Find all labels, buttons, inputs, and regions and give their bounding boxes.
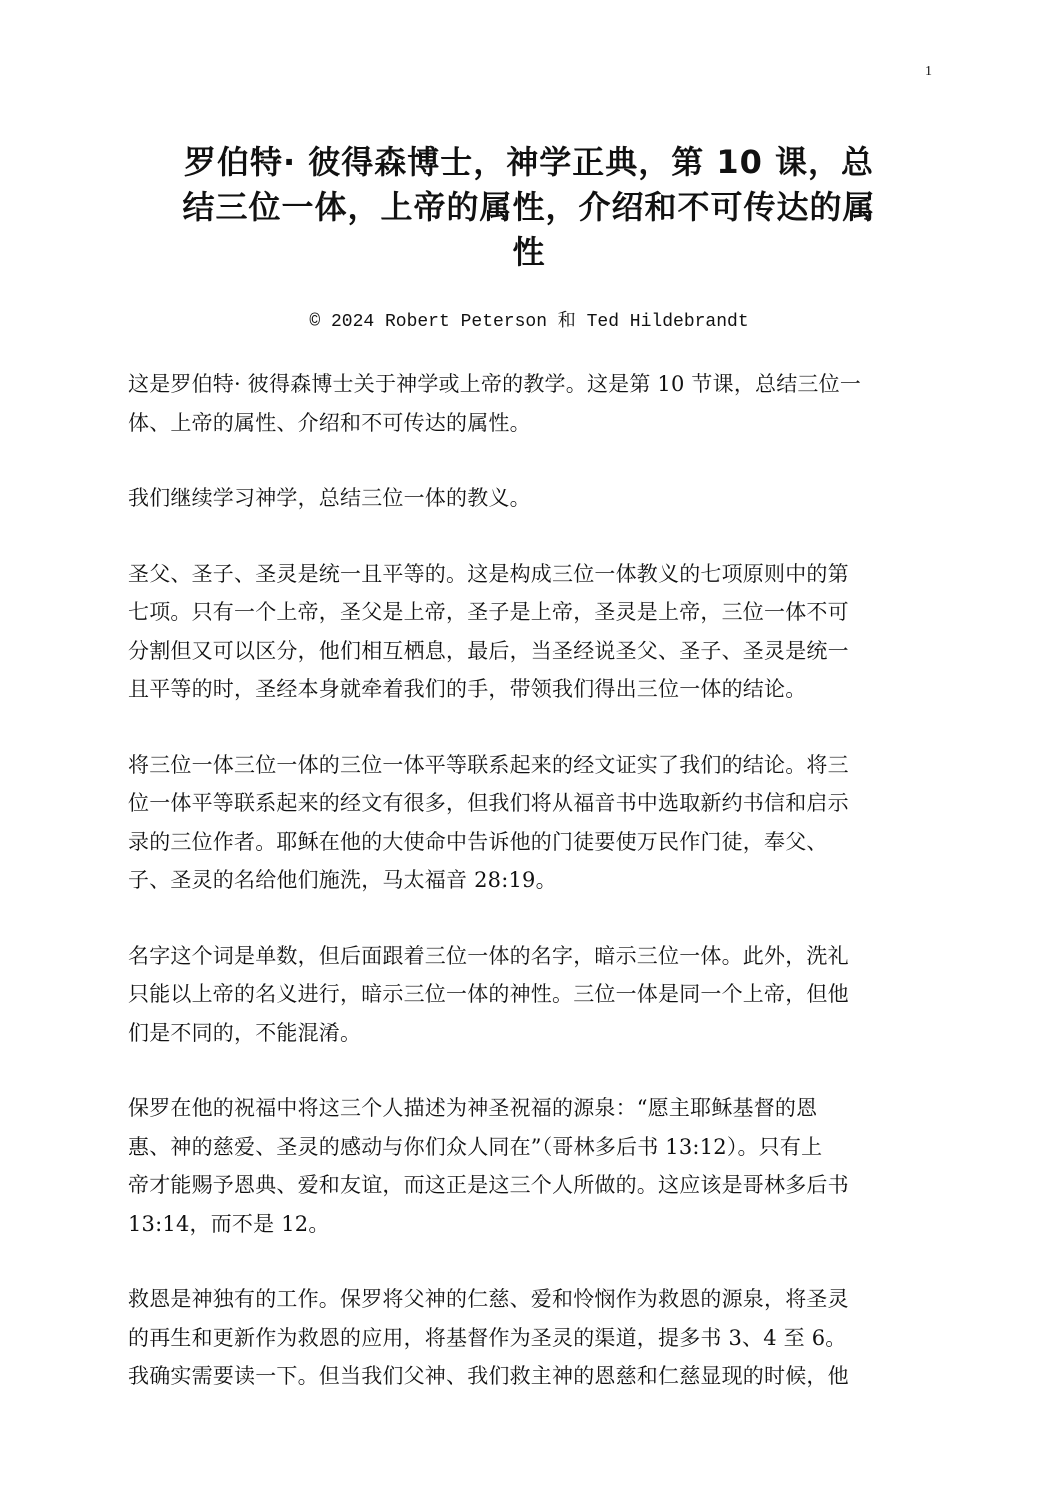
- text-line: 我们继续学习神学，总结三位一体的教义。: [128, 486, 531, 510]
- text-line: 帝才能赐予恩典、爱和友谊，而这正是这三个人所做的。这应该是哥林多后书: [128, 1173, 849, 1197]
- text-line: 我确实需要读一下。但当我们父神、我们救主神的恩慈和仁慈显现的时候，他: [128, 1364, 849, 1388]
- paragraph: [128, 555, 930, 709]
- paragraph: [128, 479, 930, 518]
- text-line: 13:14，而不是 12。: [128, 1211, 330, 1236]
- title-line: 性: [512, 233, 546, 271]
- text-line: 名字这个词是单数，但后面跟着三位一体的名字，暗示三位一体。此外，洗礼: [128, 943, 849, 968]
- title-line: 罗伯特· 彼得森博士，神学正典，第 10 课，总: [183, 143, 875, 181]
- text-line: 子、圣灵的名给他们施洗，马太福音 28:19。: [128, 868, 557, 892]
- text-line: 只能以上帝的名义进行，暗示三位一体的神性。三位一体是同一个上帝，但他: [128, 982, 849, 1006]
- text-line: 体、上帝的属性、介绍和不可传达的属性。: [128, 410, 531, 435]
- document-body: [128, 365, 930, 1433]
- text-line: 分割但又可以区分，他们相互栖息，最后，当圣经说圣父、圣子、圣灵是统一: [128, 638, 849, 663]
- text-line: 的再生和更新作为救恩的应用，将基督作为圣灵的渠道，提多书 3、4 至 6。: [128, 1325, 847, 1350]
- paragraph: [128, 937, 930, 1053]
- text-line: 救恩是神独有的工作。保罗将父神的仁慈、爱和怜悯作为救恩的源泉，将圣灵: [128, 1287, 849, 1311]
- document-title: [128, 140, 930, 275]
- text-line: 将三位一体三位一体的三位一体平等联系起来的经文证实了我们的结论。将三: [128, 752, 849, 777]
- text-line: 位一体平等联系起来的经文有很多，但我们将从福音书中选取新约书信和启示: [128, 791, 849, 815]
- paragraph: [128, 746, 930, 900]
- paragraph: [128, 1280, 930, 1396]
- text-line: 们是不同的，不能混淆。: [128, 1020, 362, 1045]
- text-line: 且平等的时，圣经本身就牵着我们的手，带领我们得出三位一体的结论。: [128, 677, 807, 701]
- title-line: 结三位一体，上帝的属性，介绍和不可传达的属: [182, 188, 876, 226]
- page-number: 1: [925, 64, 932, 79]
- paragraph: [128, 365, 930, 442]
- text-line: 保罗在他的祝福中将这三个人描述为神圣祝福的源泉：“愿主耶稣基督的恩: [128, 1096, 818, 1120]
- text-line: 七项。只有一个上帝，圣父是上帝，圣子是上帝，圣灵是上帝，三位一体不可: [128, 600, 849, 624]
- text-line: 录的三位作者。耶稣在他的大使命中告诉他的门徒要使万民作门徒，奉父、: [128, 829, 828, 854]
- text-line: 惠、神的慈爱、圣灵的感动与你们众人同在”（哥林多后书 13:12）。只有上: [128, 1134, 823, 1159]
- paragraph: [128, 1089, 930, 1243]
- text-line: 圣父、圣子、圣灵是统一且平等的。这是构成三位一体教义的七项原则中的第: [128, 561, 849, 586]
- text-line: 这是罗伯特· 彼得森博士关于神学或上帝的教学。这是第 10 节课，总结三位一: [128, 372, 862, 396]
- copyright-line: © 2024 Robert Peterson 和 Ted Hildebrandt: [309, 312, 749, 332]
